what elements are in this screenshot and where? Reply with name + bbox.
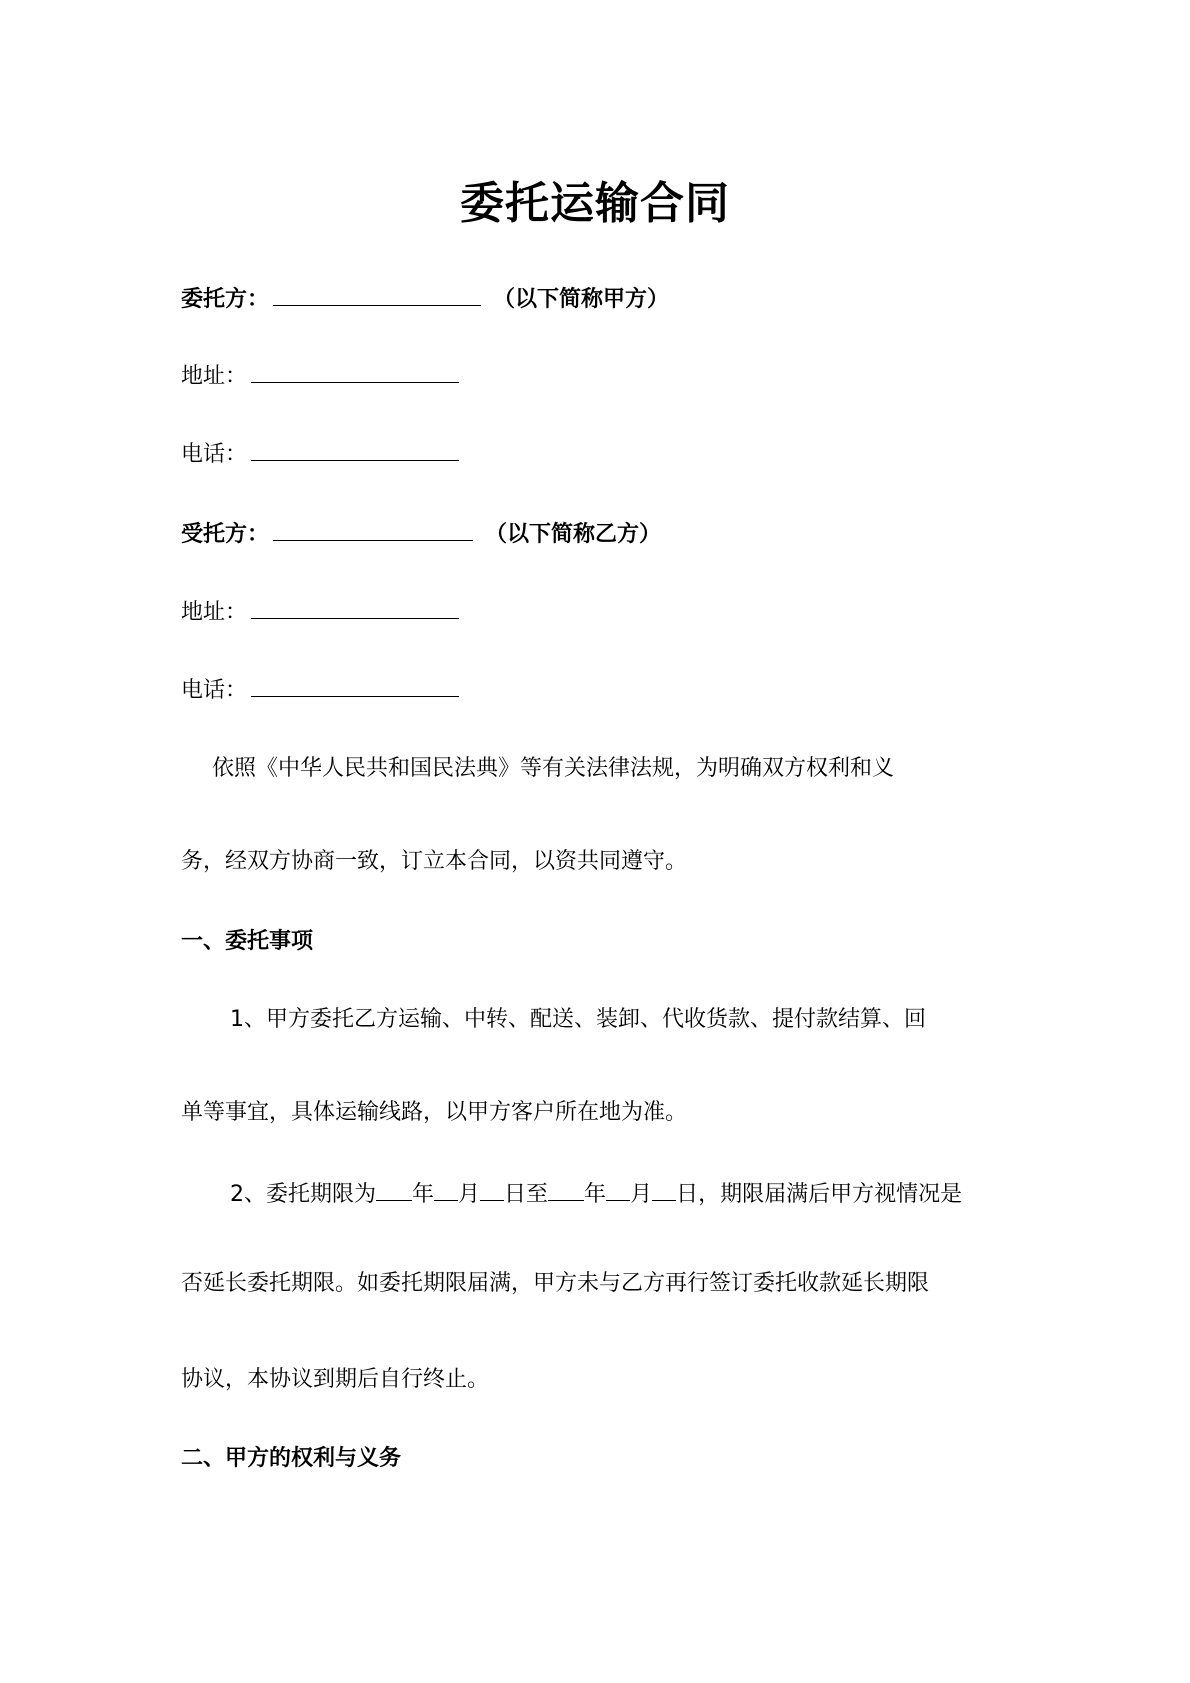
party-b-label: 受托方： <box>181 522 270 547</box>
party-b-line <box>181 516 661 552</box>
preamble-line-1: 依照《中华人民共和国民法典》等有关法律法规，为明确双方权利和义 <box>212 756 895 781</box>
party-a-address-line <box>181 358 459 394</box>
start-day-label: 日至 <box>504 1182 549 1207</box>
party-a-label: 委托方： <box>181 287 270 312</box>
start-month-blank[interactable] <box>434 1176 458 1201</box>
section-1-item-1-line-2: 单等事宜，具体运输线路，以甲方客户所在地为准。 <box>181 1100 688 1125</box>
party-b-phone-line <box>181 672 459 708</box>
party-b-suffix: （以下简称乙方） <box>485 522 662 547</box>
party-b-address-line <box>181 594 459 630</box>
end-day-label: 日，期限届满后甲方视情况是 <box>676 1182 963 1207</box>
section-2-heading: 二、甲方的权利与义务 <box>181 1446 402 1471</box>
section-1-heading: 一、委托事项 <box>181 929 314 954</box>
party-a-name-blank[interactable] <box>273 281 481 306</box>
party-a-address-label: 地址： <box>181 364 248 389</box>
party-a-phone-label: 电话： <box>181 442 248 467</box>
section-1-item-2-line-3: 协议，本协议到期后自行终止。 <box>181 1367 490 1392</box>
item-2-prefix: 2、委托期限为 <box>230 1182 376 1207</box>
party-a-phone-blank[interactable] <box>251 436 459 461</box>
end-month-blank[interactable] <box>606 1176 630 1201</box>
party-b-address-blank[interactable] <box>251 594 459 619</box>
party-b-address-label: 地址： <box>181 600 248 625</box>
party-b-phone-label: 电话： <box>181 678 248 703</box>
party-b-name-blank[interactable] <box>273 516 473 541</box>
end-year-label: 年 <box>584 1182 607 1207</box>
end-day-blank[interactable] <box>652 1176 676 1201</box>
start-month-label: 月 <box>458 1182 481 1207</box>
party-a-address-blank[interactable] <box>251 358 459 383</box>
party-a-line <box>181 281 669 317</box>
end-year-blank[interactable] <box>548 1176 584 1201</box>
document-title: 委托运输合同 <box>460 178 730 229</box>
preamble-line-2: 务，经双方协商一致，订立本合同，以资共同遵守。 <box>181 849 688 874</box>
party-a-suffix: （以下简称甲方） <box>493 287 670 312</box>
party-b-phone-blank[interactable] <box>251 672 459 697</box>
start-year-blank[interactable] <box>376 1176 412 1201</box>
section-1-item-2-line-1 <box>230 1176 962 1212</box>
start-day-blank[interactable] <box>480 1176 504 1201</box>
party-a-phone-line <box>181 436 459 472</box>
start-year-label: 年 <box>412 1182 435 1207</box>
end-month-label: 月 <box>630 1182 653 1207</box>
section-1-item-1-line-1: 1、甲方委托乙方运输、中转、配送、装卸、代收货款、提付款结算、回 <box>230 1007 926 1032</box>
section-1-item-2-line-2: 否延长委托期限。如委托期限届满，甲方未与乙方再行签订委托收款延长期限 <box>181 1271 930 1296</box>
